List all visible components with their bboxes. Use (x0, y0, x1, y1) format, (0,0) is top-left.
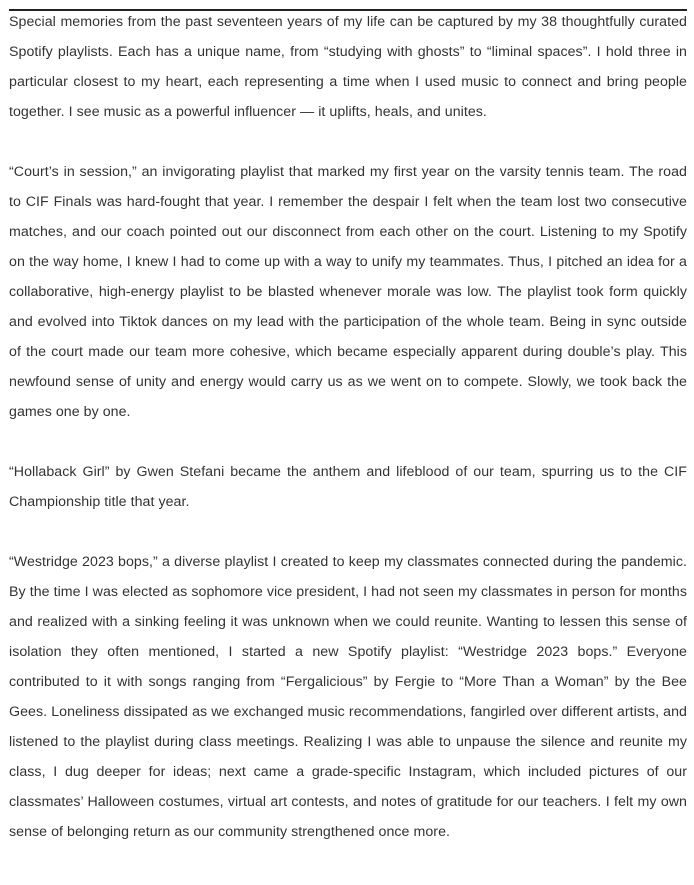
paragraph-westridge-bops: “Westridge 2023 bops,” a diverse playlist I created to keep my classmates connected during the pandemic. By the time I was elected as sophomore vice president, I had not seen my classmates in person for months and realized with a sinking feeling it was unknown when we could reunite. Wanting to lessen this sense of isolation they often mentioned, I started a new Spotify playlist: “Westridge 2023 bops.” Everyone contributed to it with songs ranging from “Fergalicious” by Fergie to “More Than a Woman” by the Bee Gees. Loneliness dissipated as we exchanged music recommendations, fangirled over different artists, and listened to the playlist during class meetings. Realizing I was able to unpause the silence and reunite my class, I dug deeper for ideas; next came a grade-specific Instagram, which included pictures of our classmates’ Halloween costumes, virtual art contests, and notes of gratitude for our teachers. I felt my own sense of belonging return as our community strengthened once more. (9, 554, 687, 840)
essay-body (9, 7, 687, 847)
paragraph-intro: Special memories from the past seventeen years of my life can be captured by my 38 thoughtfully curated Spotify playlists. Each has a unique name, from “studying with ghosts” to “liminal spaces”. I hold three in particular closest to my heart, each representing a time when I used music to connect and bring people together. I see music as a powerful influencer — it uplifts, heals, and unites. (9, 14, 687, 120)
paragraph-hollaback-girl: “Hollaback Girl” by Gwen Stefani became the anthem and lifeblood of our team, spurring us to the CIF Championship title that year. (9, 464, 687, 510)
paragraph-courts-in-session: “Court’s in session,” an invigorating playlist that marked my first year on the varsity tennis team. The road to CIF Finals was hard-fought that year. I remember the despair I felt when the team lost two consecutive matches, and our coach pointed out our disconnect from each other on the court. Listening to my Spotify on the way home, I knew I had to come up with a way to unify my teammates. Thus, I pitched an idea for a collaborative, high-energy playlist to be blasted whenever morale was low. The playlist took form quickly and evolved into Tiktok dances on my lead with the participation of the whole team. Being in sync outside of the court made our team more cohesive, which became especially apparent during double’s play. This newfound sense of unity and energy would carry us as we went on to compete. Slowly, we took back the games one by one. (9, 164, 687, 420)
